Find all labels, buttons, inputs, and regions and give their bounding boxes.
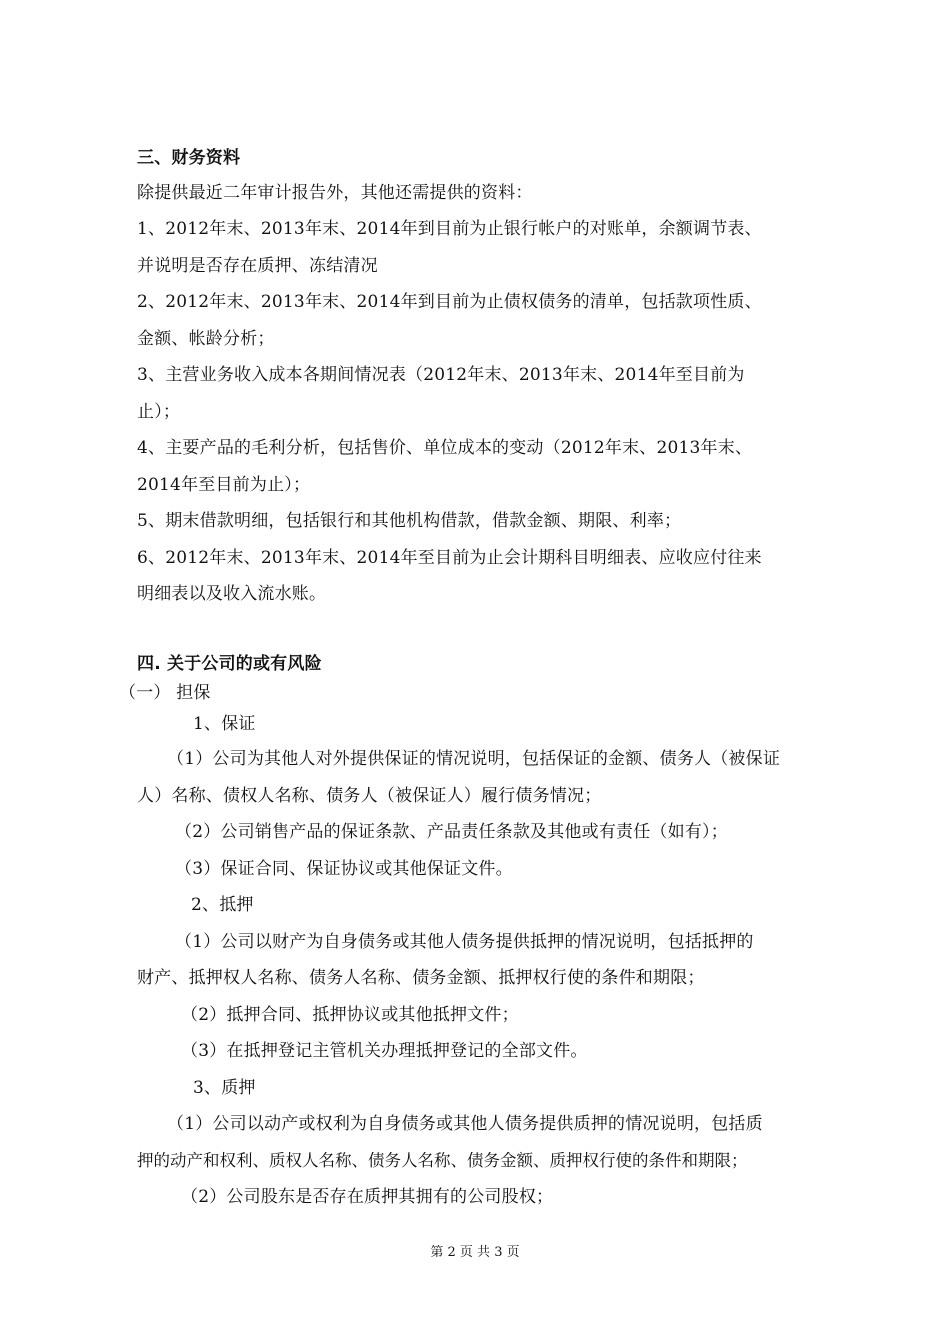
list-item: （1）公司以财产为自身债务或其他人债务提供抵押的情况说明，包括抵押的 <box>175 932 754 952</box>
section-heading-financial: 三、财务资料 <box>137 148 241 168</box>
item-heading-surety: 1、保证 <box>193 714 256 734</box>
list-item: 4、主要产品的毛利分析，包括售价、单位成本的变动（2012年末、2013年末、 <box>137 438 753 458</box>
list-item: （1）公司为其他人对外提供保证的情况说明，包括保证的金额、债务人（被保证 <box>167 749 781 769</box>
list-item: 3、主营业务收入成本各期间情况表（2012年末、2013年末、2014年至目前为 <box>137 365 745 385</box>
section-intro: 除提供最近二年审计报告外，其他还需提供的资料： <box>137 183 533 203</box>
item-heading-pledge: 3、质押 <box>193 1078 256 1098</box>
page-footer: 第 2 页 共 3 页 <box>430 1245 520 1260</box>
list-item: （1）公司以动产或权利为自身债务或其他人债务提供质押的情况说明，包括质 <box>167 1114 763 1134</box>
list-item: （2）公司股东是否存在质押其拥有的公司股权； <box>181 1187 554 1207</box>
list-item: （3）在抵押登记主管机关办理抵押登记的全部文件。 <box>181 1041 588 1061</box>
list-item: （3）保证合同、保证协议或其他保证文件。 <box>175 859 513 879</box>
item-heading-mortgage: 2、抵押 <box>191 895 254 915</box>
list-item: 金额、帐龄分析； <box>137 329 275 349</box>
list-item: 押的动产和权利、质权人名称、债务人名称、债务金额、质押权行使的条件和期限； <box>137 1151 748 1170</box>
section-heading-contingent-risk: 四. 关于公司的或有风险 <box>137 654 322 674</box>
list-item: 并说明是否存在质押、冻结清况 <box>137 256 378 276</box>
list-item: 2014年至目前为止）； <box>137 475 311 495</box>
list-item: 6、2012年末、2013年末、2014年至目前为止会计期科目明细表、应收应付往来 <box>137 548 762 568</box>
subsection-heading-guarantee: （一） 担保 <box>119 683 211 703</box>
list-item: 人）名称、债权人名称、债务人（被保证人）履行债务情况； <box>137 786 602 806</box>
list-item: （2）公司销售产品的保证条款、产品责任条款及其他或有责任（如有）； <box>175 822 728 842</box>
list-item: 1、2012年末、2013年末、2014年到目前为止银行帐户的对账单，余额调节表、 <box>137 219 762 239</box>
list-item: （2）抵押合同、抵押协议或其他抵押文件； <box>181 1005 519 1025</box>
list-item: 财产、抵押权人名称、债务人名称、债务金额、抵押权行使的条件和期限； <box>137 968 705 988</box>
list-item: 5、期末借款明细，包括银行和其他机构借款，借款金额、期限、利率； <box>137 511 682 531</box>
list-item: 明细表以及收入流水账。 <box>137 584 327 604</box>
list-item: 2、2012年末、2013年末、2014年到目前为止债权债务的清单，包括款项性质、 <box>137 292 762 312</box>
list-item: 止）； <box>137 402 181 422</box>
